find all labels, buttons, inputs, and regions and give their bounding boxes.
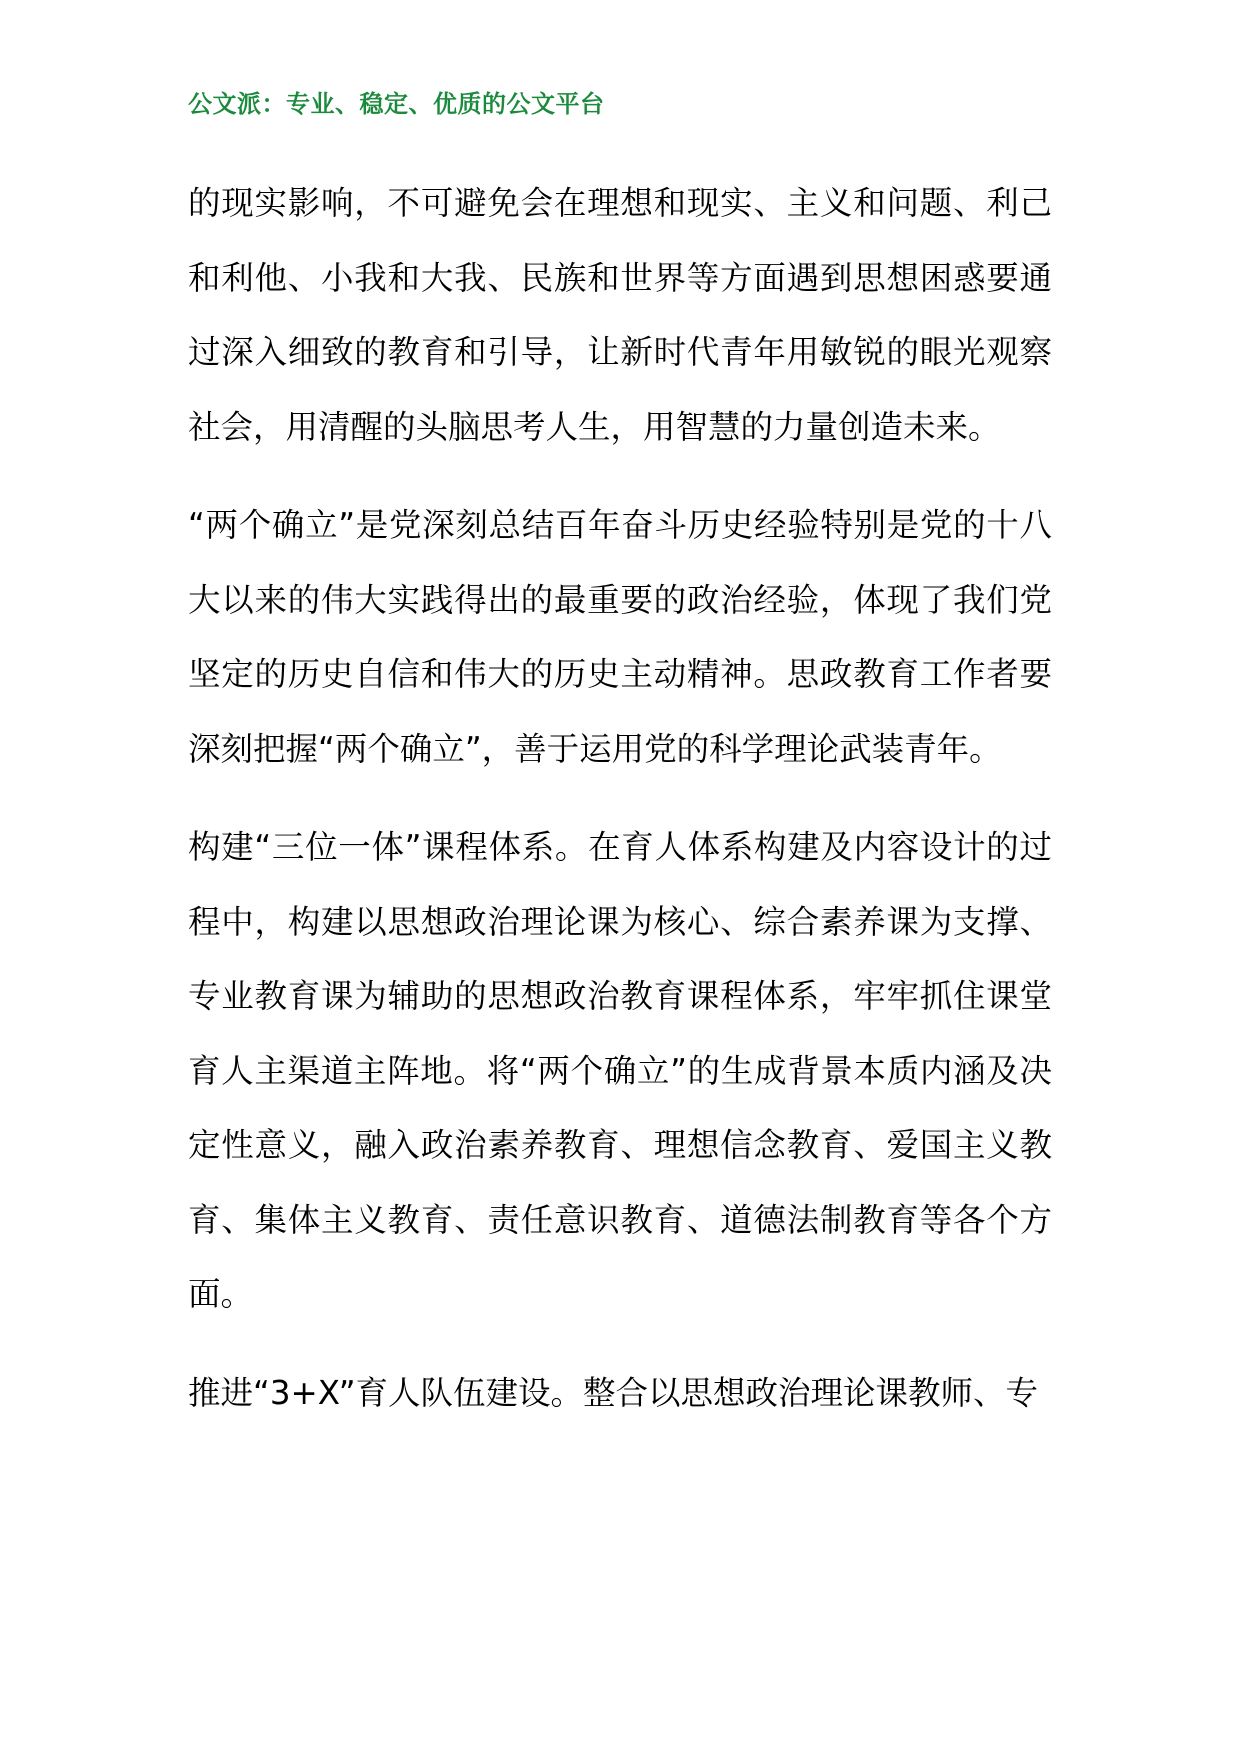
paragraph: 构建“三位一体”课程体系。在育人体系构建及内容设计的过程中，构建以思想政治理论课为核心、综合素养课为支撑、专业教育课为辅助的思想政治教育课程体系，牢牢抓住课堂育人主渠道主阵地。将“两个确立”的生成背景本质内涵及决定性意义，融入政治素养教育、理想信念教育、爱国主义教育、集体主义教育、责任意识教育、道德法制教育等各个方面。 <box>188 828 1052 1313</box>
site-header: 公文派：专业、稳定、优质的公文平台 <box>188 90 605 118</box>
paragraph: 的现实影响，不可避免会在理想和现实、主义和问题、利己和利他、小我和大我、民族和世界等方面遇到思想困惑要通过深入细致的教育和引导，让新时代青年用敏锐的眼光观察社会，用清醒的头脑思考人生，用智慧的力量创造未来。 <box>188 184 1052 446</box>
paragraph: 推进“3+X”育人队伍建设。整合以思想政治理论课教师、专 <box>188 1373 1039 1412</box>
document-body <box>188 166 1052 1454</box>
paragraph: “两个确立”是党深刻总结百年奋斗历史经验特别是党的十八大以来的伟大实践得出的最重要的政治经验，体现了我们党坚定的历史自信和伟大的历史主动精神。思政教育工作者要深刻把握“两个确立”，善于运用党的科学理论武装青年。 <box>188 506 1052 768</box>
